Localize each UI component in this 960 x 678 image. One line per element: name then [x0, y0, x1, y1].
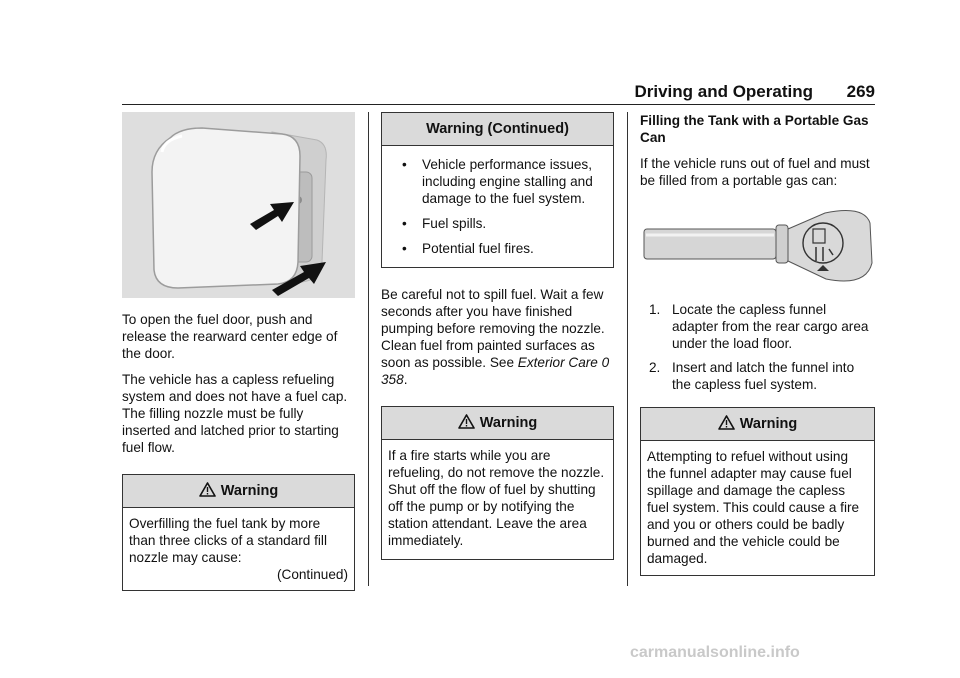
page-reference: 0 358	[381, 355, 610, 387]
right-column	[640, 112, 875, 576]
warning-title: Warning	[641, 408, 874, 441]
section-heading: Filling the Tank with a Portable Gas Can	[640, 113, 869, 145]
list-item: • Vehicle performance issues, including engine stalling and damage to the fuel system.	[402, 157, 593, 206]
warning-title: Warning	[123, 475, 354, 508]
list-item: 2. Insert and latch the funnel into the capless fuel system.	[649, 360, 855, 392]
exterior-care-link[interactable]: Exterior Care	[517, 355, 598, 370]
left-column	[122, 112, 355, 591]
column-divider-2	[627, 112, 628, 586]
warning-text: If a fire starts while you are refueling, do not remove the nozzle. Shut off the flow of fuel by shutting off the pump or by notifying the station attendant. Leave the area immediately.	[388, 448, 605, 548]
warning-box-fire	[381, 406, 614, 560]
gas-can-steps	[640, 301, 875, 393]
capless-description: The vehicle has a capless refueling system and does not have a fuel cap. The filling nozzle must be fully inserted and latched prior to starting fuel flow.	[122, 372, 348, 455]
warning-box-overfill	[122, 474, 355, 591]
warning-bullet-list	[388, 156, 607, 257]
watermark: carmanualsonline.info	[630, 644, 800, 661]
warning-box-funnel	[640, 407, 875, 576]
middle-column	[381, 112, 614, 560]
warning-title: Warning	[382, 407, 613, 440]
fuel-door-instruction: To open the fuel door, push and release the rearward center edge of the door.	[122, 312, 338, 361]
gas-can-intro: If the vehicle runs out of fuel and must be filled from a portable gas can:	[640, 156, 870, 188]
warning-continued-title: Warning (Continued)	[382, 113, 613, 146]
warning-icon	[199, 477, 216, 509]
list-item: 1. Locate the capless funnel adapter from the rear cargo area under the load floor.	[649, 302, 869, 351]
continued-label: (Continued)	[276, 567, 348, 582]
warning-box-continued	[381, 112, 614, 268]
page-number: 269	[846, 82, 875, 101]
column-divider-1	[368, 112, 369, 586]
spill-caution-paragraph: Be careful not to spill fuel. Wait a few seconds after you have finished pumping before removing the nozzle. Clean fuel from painted surfaces as soon as possible. See Exterior Care 0 358.	[381, 287, 610, 387]
warning-icon	[458, 409, 475, 441]
warning-icon	[718, 410, 735, 442]
list-item: • Potential fuel fires.	[402, 241, 534, 256]
page-header	[122, 82, 875, 105]
fuel-door-illustration	[122, 112, 355, 298]
list-item: • Fuel spills.	[402, 216, 487, 231]
funnel-adapter-illustration	[640, 203, 875, 289]
section-title: Driving and Operating	[634, 82, 813, 101]
warning-text: Attempting to refuel without using the funnel adapter may cause fuel spillage and damage the capless fuel system. This could cause a fire and you or others could be badly burned and the vehicle could be damaged.	[647, 449, 860, 566]
warning-text: Overfilling the fuel tank by more than three clicks of a standard fill nozzle may cause:	[129, 516, 327, 565]
fuel-door-image	[122, 112, 355, 298]
funnel-image	[640, 203, 875, 289]
